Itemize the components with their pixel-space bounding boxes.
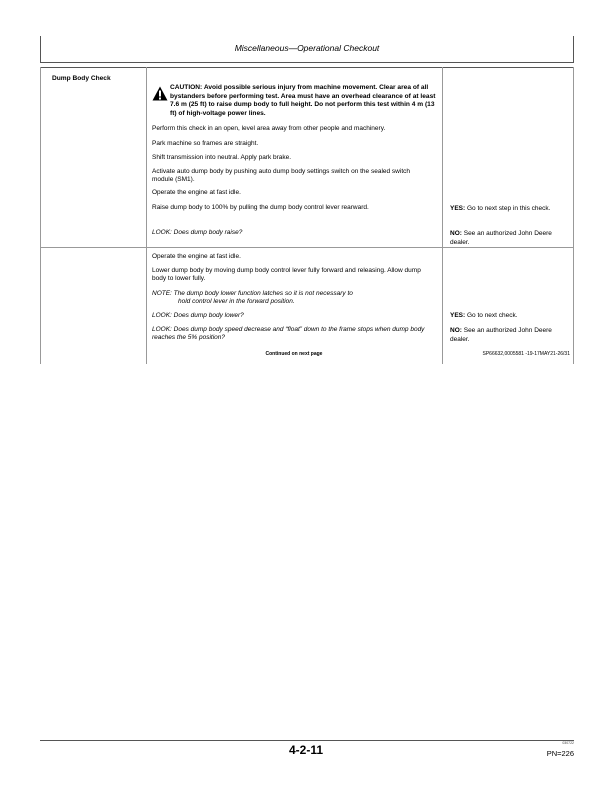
caution-lead: CAUTION:	[170, 84, 203, 91]
no-label: NO:	[450, 230, 462, 237]
step-text: Perform this check in an open, level area away from other people and machinery.	[152, 125, 386, 132]
no-result	[450, 326, 570, 344]
yes-label: YES:	[450, 205, 466, 212]
step-text: Operate the engine at fast idle.	[152, 253, 241, 260]
step-text: Shift transmission into neutral. Apply park brake.	[152, 154, 292, 161]
yes-text: Go to next step in this check.	[466, 205, 551, 212]
table-left-rule	[40, 67, 41, 364]
step-text: Activate auto dump body by pushing auto dump body settings switch on the sealed switch module (SM1).	[152, 168, 410, 184]
yes-text: Go to next check.	[466, 312, 518, 319]
header-bottom-rule	[40, 62, 574, 63]
footer-rule	[40, 740, 574, 741]
no-label: NO:	[450, 327, 462, 334]
look-question: LOOK: Does dump body speed decrease and “float” down to the frame stops when dump body reaches the 5% position?	[152, 326, 425, 342]
note-text: NOTE: The dump body lower function latches so it is not necessary to	[152, 290, 353, 297]
look-question: LOOK: Does dump body raise?	[152, 229, 243, 236]
step-text: Park machine so frames are straight.	[152, 140, 259, 147]
no-text: See an authorized John Deere dealer.	[450, 230, 552, 246]
step-text: Operate the engine at fast idle.	[152, 189, 241, 196]
yes-result	[450, 204, 570, 214]
caution-message	[170, 84, 436, 118]
caution-body: Avoid possible serious injury from machine movement. Clear area of all bystanders before performing test. Area must have an overhead clearance of at least 7.6 m (25 ft) to raise dump body to full height. Do not perform this test within 4 m (13 ft) of high-voltage power lines.	[170, 84, 436, 117]
footer-code: 030722	[562, 741, 574, 745]
note-text: hold control lever in the forward position.	[178, 298, 295, 305]
page-number: 4-2-11	[288, 743, 324, 757]
look-question: LOOK: Does dump body lower?	[152, 312, 244, 319]
pn-number: PN=226	[546, 749, 574, 758]
table-top-rule	[40, 67, 574, 68]
page-title: Miscellaneous—Operational Checkout	[234, 43, 380, 53]
table-column-divider	[146, 67, 147, 364]
table-column-divider	[442, 67, 443, 364]
yes-result	[450, 312, 570, 320]
step-text: Raise dump body to 100% by pulling the dump body control lever rearward.	[152, 204, 369, 211]
step-text: Lower dump body by moving dump body control lever fully forward and releasing. Allow dump body to lower fully.	[152, 267, 421, 283]
section-label: Dump Body Check	[52, 75, 111, 82]
table-row-divider	[40, 247, 574, 248]
continued-note: Continued on next page	[265, 351, 323, 357]
yes-label: YES:	[450, 312, 466, 319]
document-reference: SP66632,0005581 -19-17MAY21-26/31	[482, 351, 570, 357]
table-right-rule	[573, 67, 574, 364]
warning-triangle-icon	[152, 86, 168, 101]
no-result	[450, 229, 570, 247]
no-text: See an authorized John Deere dealer.	[450, 327, 552, 343]
